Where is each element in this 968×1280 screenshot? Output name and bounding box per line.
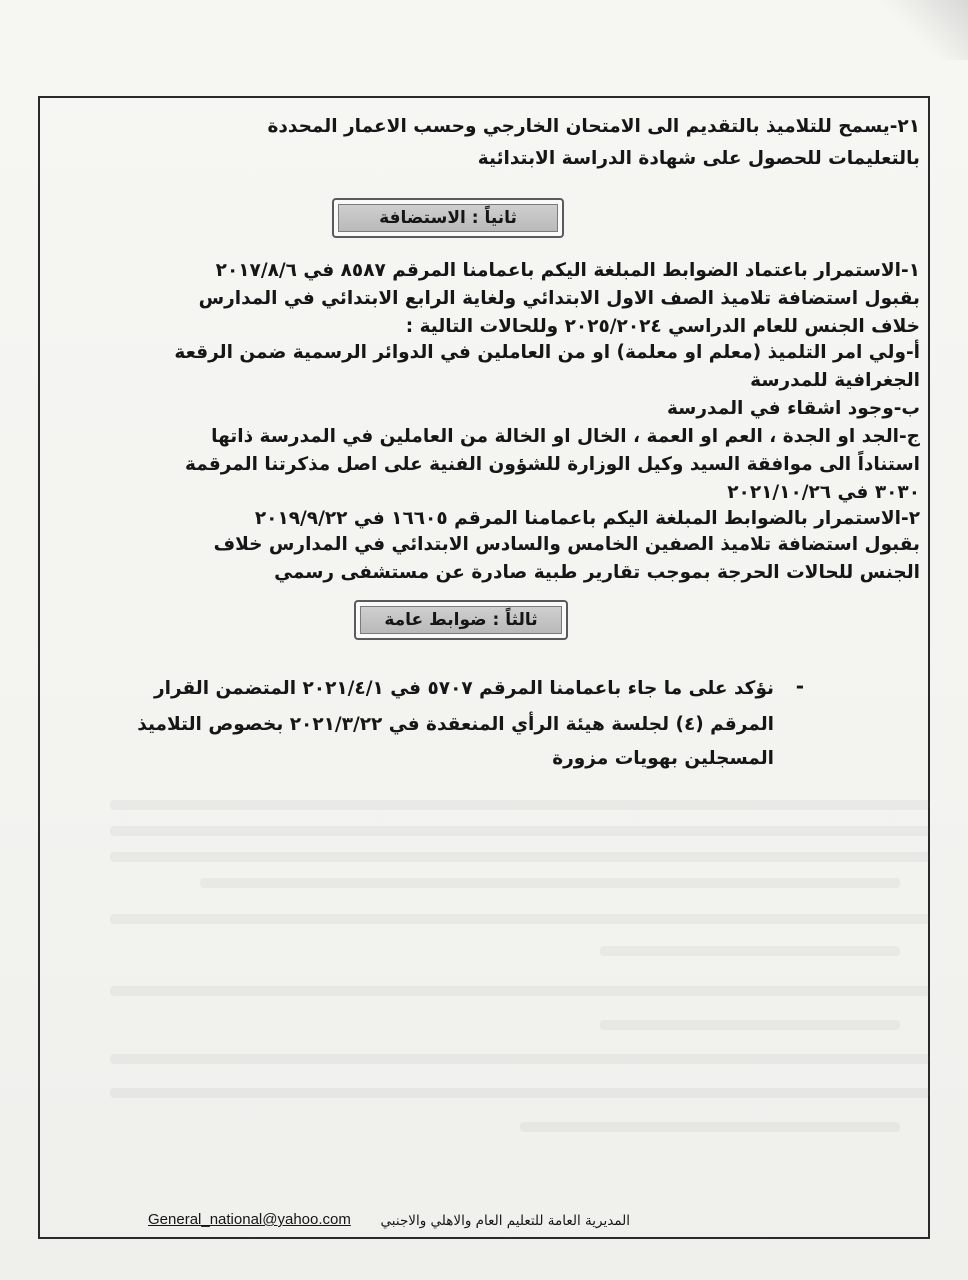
paragraph-line: بالتعليمات للحصول على شهادة الدراسة الابتدائية [477,148,920,169]
paragraph-line: ب-وجود اشقاء في المدرسة [666,398,920,419]
paragraph-line: ج-الجد او الجدة ، العم او العمة ، الخال او الخالة من العاملين في المدرسة ذاتها [211,426,920,447]
bleed-through-line [110,1054,930,1064]
bleed-through-line [110,800,930,810]
footer-department: المديرية العامة للتعليم العام والاهلي والاجنبي [380,1213,630,1229]
bleed-through-line [110,852,930,862]
section-heading-box [354,600,568,640]
paragraph-line: المسجلين بهويات مزورة [552,748,774,769]
bleed-through-line [600,1020,900,1030]
bleed-through-line [110,1088,930,1098]
paragraph-line: ٢-الاستمرار بالضوابط المبلغة اليكم باعمامنا المرقم ١٦٦٠٥ في ٢٠١٩/٩/٢٢ [254,508,920,529]
paragraph-line: استناداً الى موافقة السيد وكيل الوزارة للشؤون الفنية على اصل مذكرتنا المرقمة [185,454,920,475]
paragraph-line: خلاف الجنس للعام الدراسي ٢٠٢٥/٢٠٢٤ وللحالات التالية : [405,316,920,337]
bleed-through-line [110,986,930,996]
bleed-through-line [110,914,930,924]
paragraph-line: بقبول استضافة تلاميذ الصفين الخامس والسادس الابتدائي في المدارس خلاف [213,534,920,555]
paragraph-line: نؤكد على ما جاء باعمامنا المرقم ٥٧٠٧ في ٢٠٢١/٤/١ المتضمن القرار [153,678,774,699]
paragraph-line: الجنس للحالات الحرجة بموجب تقارير طبية صادرة عن مستشفى رسمي [274,562,920,583]
bleed-through-line [600,946,900,956]
paragraph-line: ٢١-يسمح للتلاميذ بالتقديم الى الامتحان الخارجي وحسب الاعمار المحددة [267,116,920,137]
bleed-through-line [520,1122,900,1132]
section-heading-general-rules: ثالثاً : ضوابط عامة [360,606,562,634]
section-heading-hosting: ثانياً : الاستضافة [338,204,558,232]
footer-email-link[interactable]: General_national@yahoo.com [148,1211,351,1228]
page-footer [140,1213,630,1235]
paragraph-line: ٣٠٣٠ في ٢٠٢١/١٠/٢٦ [727,482,920,503]
page-fold-shadow [878,0,968,60]
paragraph-line: أ-ولي امر التلميذ (معلم او معلمة) او من العاملين في الدوائر الرسمية ضمن الرقعة [174,342,920,363]
bleed-through-line [110,826,930,836]
paragraph-line: المرقم (٤) لجلسة هيئة الرأي المنعقدة في ٢٠٢١/٣/٢٢ بخصوص التلاميذ [137,714,774,735]
paragraph-line: الجغرافية للمدرسة [750,370,920,391]
bullet-dash: - [795,674,804,698]
paragraph-line: ١-الاستمرار باعتماد الضوابط المبلغة اليكم باعمامنا المرقم ٨٥٨٧ في ٢٠١٧/٨/٦ [215,260,920,281]
section-heading-box [332,198,564,238]
paragraph-line: بقبول استضافة تلاميذ الصف الاول الابتدائي ولغاية الرابع الابتدائي في المدارس [198,288,920,309]
bleed-through-line [200,878,900,888]
